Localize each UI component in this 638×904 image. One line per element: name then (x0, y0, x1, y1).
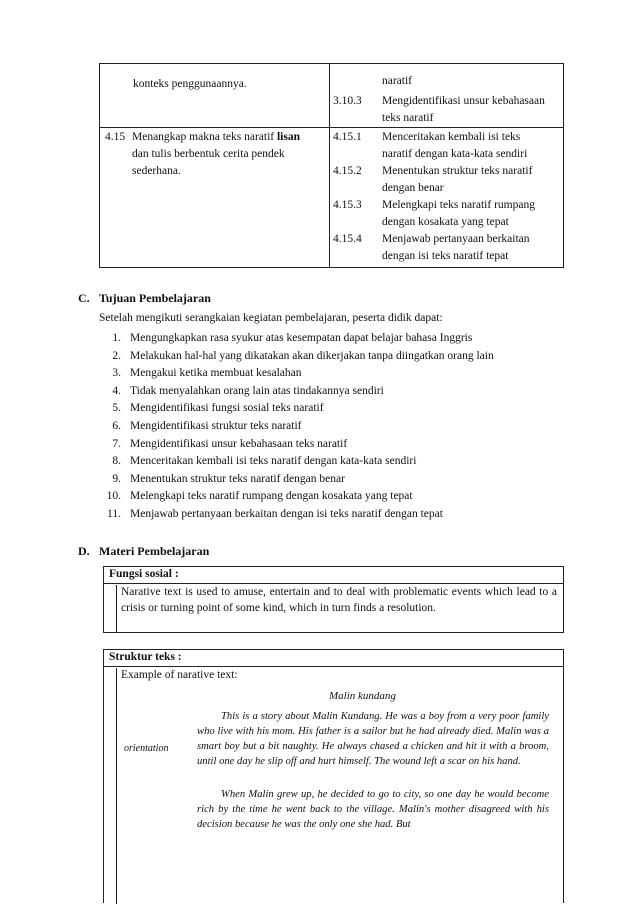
table-column-divider (329, 64, 330, 267)
story-title: Malin kundang (329, 690, 396, 702)
objective-item: Melengkapi teks naratif rumpang dengan kosakata yang tepat (130, 490, 413, 503)
objective-item: Mengidentifikasi struktur teks naratif (130, 420, 302, 432)
indicator-line: teks naratif (382, 112, 434, 124)
fungsi-sosial-text: Narative text is used to amuse, entertain and to deal with problematic events which lead to a crisis or turning point of some kind, which in turn finds a resolution. (121, 586, 557, 614)
indicator-line: dengan isi teks naratif tepat (382, 250, 509, 262)
section-d-letter: D. (78, 544, 90, 558)
objective-number: 1. (112, 332, 121, 344)
story-section-label: orientation (124, 743, 169, 754)
competency-line (132, 129, 300, 146)
objective-number: 6. (112, 420, 121, 432)
indicator-number: 4.15.4 (333, 233, 362, 245)
objective-item: Menjawab pertanyaan berkaitan dengan isi teks naratif dengan tepat (130, 508, 443, 520)
story-paragraph-2: When Malin grew up, he decided to go to city, so one day he would become rich by the time he went back to the village. Malin's mother disagreed with his decision because he was the only one she had. But (197, 789, 549, 830)
objective-item: Melakukan hal-hal yang dikatakan akan dikerjakan tanpa diingatkan orang lain (130, 349, 494, 362)
fungsi-sosial-box (103, 566, 564, 633)
objective-item: Menceritakan kembali isi teks naratif dengan kata-kata sendiri (130, 455, 417, 468)
story-paragraph-1: This is a story about Malin Kundang. He was a boy from a very poor family who live with his mom. His father is a sailor but he had already died. Malin was a smart boy but a bit naughty. He always chased a chicken and hit it with a broom, until one day he slip off and hurt himself. The wound left a scar on his hand. (197, 711, 549, 767)
objective-number: 3. (112, 367, 121, 380)
indicator-number: 3.10.3 (333, 95, 362, 107)
objective-item: Tidak menyalahkan orang lain atas tindakannya sendiri (130, 384, 384, 397)
indicator-line: naratif dengan kata-kata sendiri (382, 148, 528, 160)
example-label: Example of narative text: (121, 669, 238, 681)
section-c-letter: C. (78, 291, 90, 305)
competency-table (99, 63, 564, 268)
objective-number: 4. (112, 384, 121, 397)
objective-item: Mengidentifikasi fungsi sosial teks naratif (130, 402, 324, 415)
struktur-teks-box (103, 649, 564, 903)
objective-number: 5. (112, 402, 121, 415)
indicator-line: Menceritakan kembali isi teks (382, 131, 521, 143)
indicator-line: dengan benar (382, 182, 444, 194)
objective-item: Mengakui ketika membuat kesalahan (130, 367, 302, 380)
competency-number: 4.15 (105, 131, 126, 143)
indicator-line: Mengidentifikasi unsur kebahasaan (382, 95, 545, 107)
objective-item: Mengungkapkan rasa syukur atas kesempatan dapat belajar bahasa Inggris (130, 332, 473, 344)
indicator-number: 4.15.3 (333, 199, 362, 211)
struktur-teks-heading: Struktur teks : (109, 651, 182, 663)
competency-line: sederhana. (132, 165, 181, 177)
objective-number: 2. (112, 349, 121, 362)
fungsi-sosial-heading: Fungsi sosial : (109, 568, 179, 580)
box-inner-rule (116, 585, 117, 633)
competency-line-text: Menangkap makna teks naratif (132, 131, 275, 143)
competency-line: dan tulis berbentuk cerita pendek (132, 148, 285, 160)
indicator-line: dengan kosakata yang tepat (382, 216, 509, 228)
objective-number: 9. (112, 472, 121, 485)
objective-number: 11. (107, 508, 121, 520)
box-inner-rule (116, 668, 117, 904)
objective-item: Mengidentifikasi unsur kebahasaan teks naratif (130, 437, 348, 450)
indicator-number: 4.15.2 (333, 165, 362, 177)
competency-bold-word: lisan (276, 131, 300, 143)
objective-number: 10. (106, 490, 121, 503)
objective-item: Menentukan struktur teks naratif dengan benar (130, 472, 345, 485)
objective-number: 8. (112, 455, 121, 468)
objective-number: 7. (112, 437, 121, 450)
indicator-line: Menentukan struktur teks naratif (382, 165, 533, 177)
indicator-line: Melengkapi teks naratif rumpang (382, 199, 535, 211)
section-c-title: Tujuan Pembelajaran (99, 291, 211, 305)
section-c-intro: Setelah mengikuti serangkaian kegiatan pembelajaran, peserta didik dapat: (99, 312, 443, 324)
section-d-title: Materi Pembelajaran (99, 544, 210, 558)
indicator-number: 4.15.1 (333, 131, 362, 143)
table-row1-left-text: konteks penggunaannya. (133, 78, 247, 90)
indicator-line: Menjawab pertanyaan berkaitan (382, 233, 530, 245)
table-row-divider (100, 127, 563, 128)
table-row1-right-cont: naratif (382, 75, 413, 87)
